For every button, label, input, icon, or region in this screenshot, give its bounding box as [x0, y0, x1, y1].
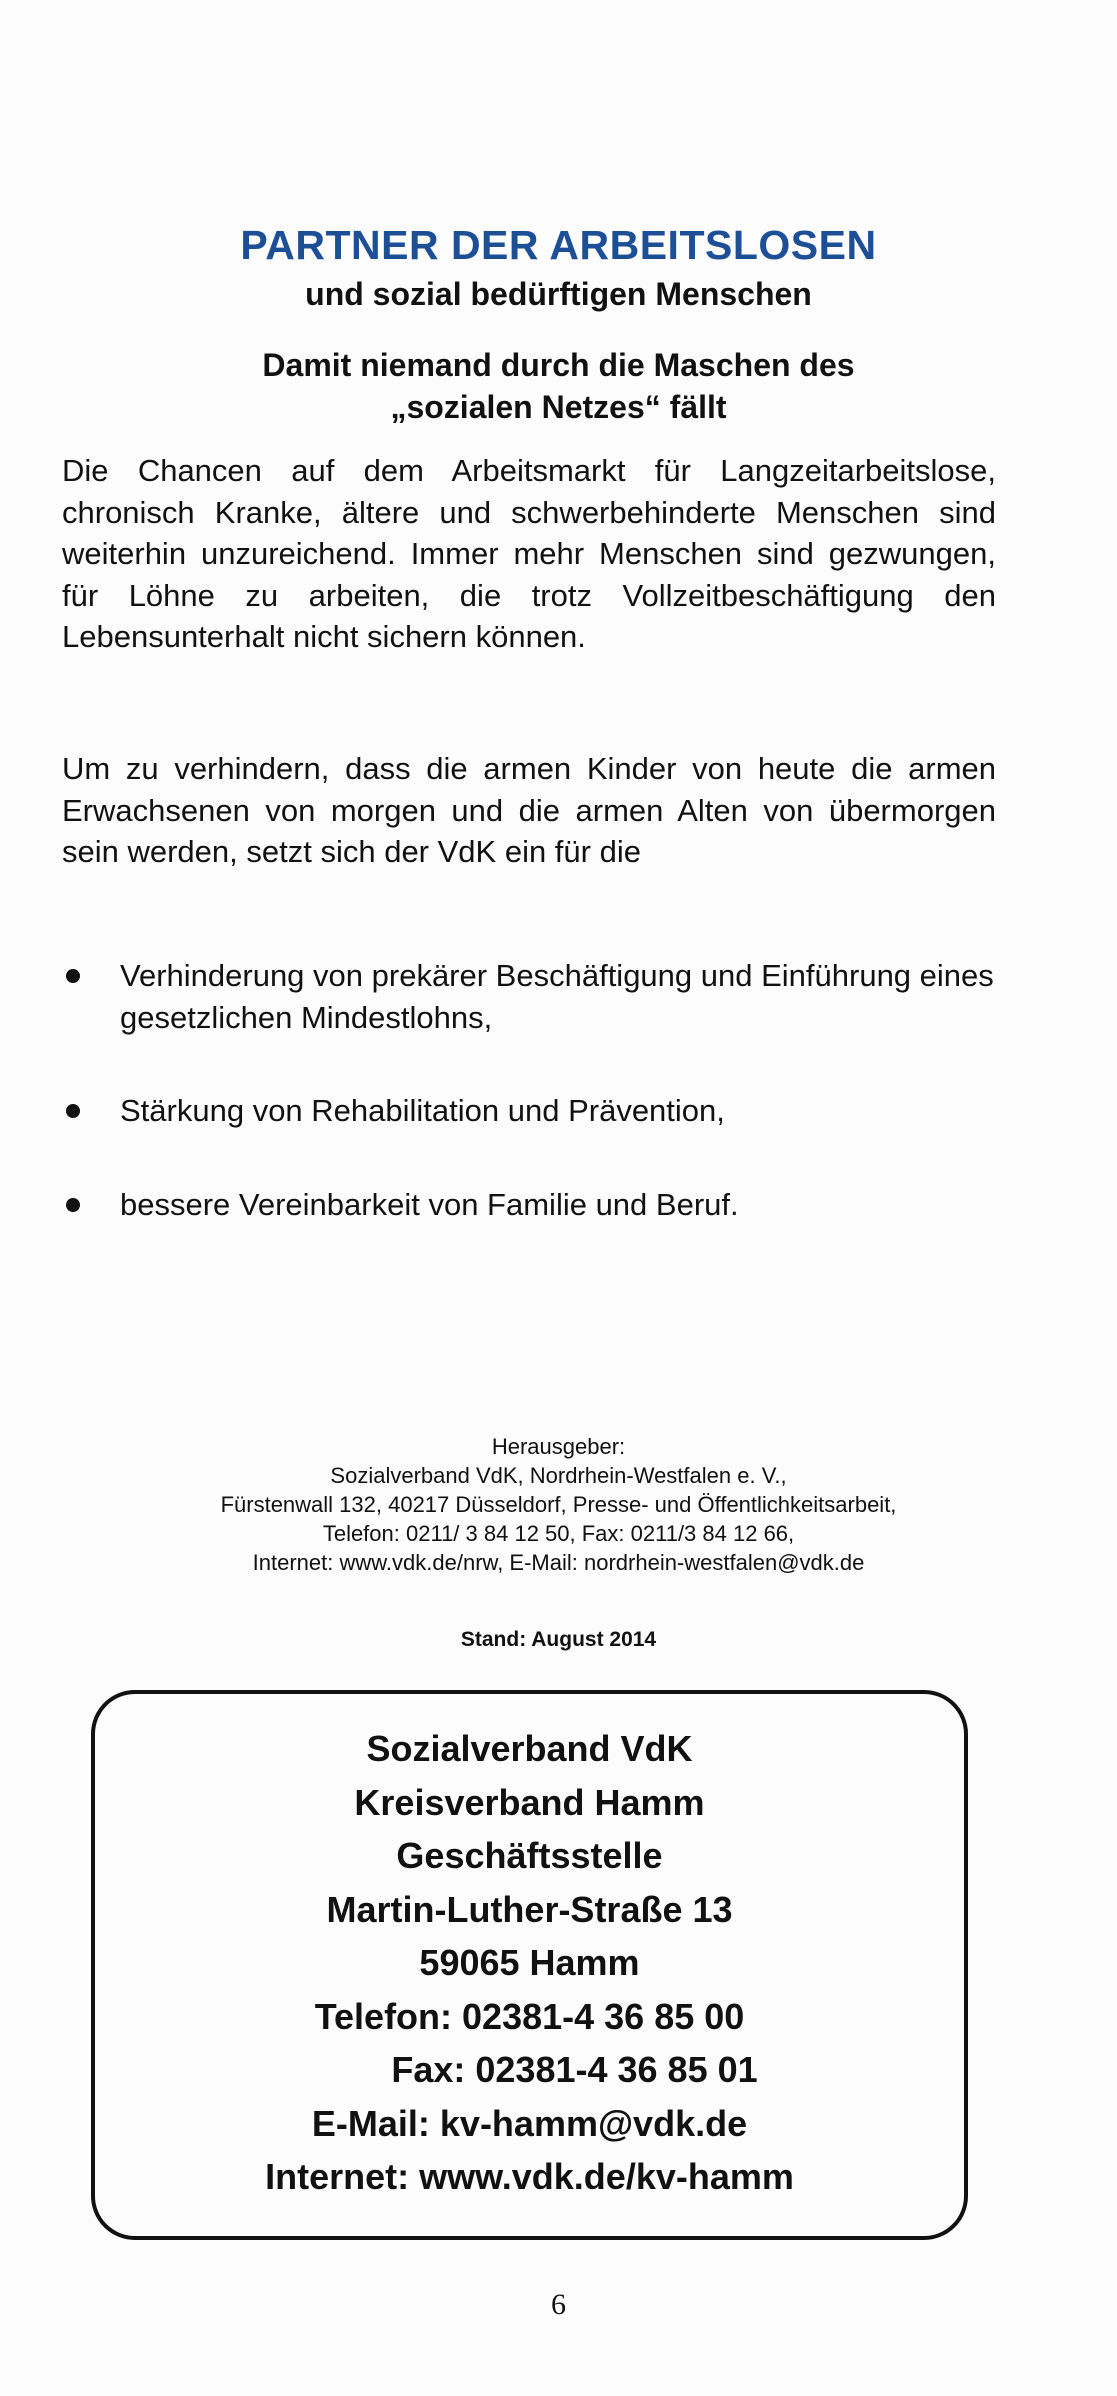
- publisher-line4: Internet: www.vdk.de/nrw, E-Mail: nordrhein-westfalen@vdk.de: [252, 1550, 865, 1575]
- contact-city: 59065 Hamm: [419, 1942, 640, 1983]
- page-subtitle: und sozial bedürftigen Menschen: [305, 276, 812, 312]
- contact-box: [91, 1690, 968, 2240]
- list-item: [62, 955, 996, 1038]
- contact-street: Martin-Luther-Straße 13: [326, 1888, 733, 1930]
- publisher-label: Herausgeber:: [491, 1434, 626, 1459]
- contact-fax: Fax: 02381-4 36 85 01: [391, 2049, 758, 2090]
- bullet-icon: [66, 1198, 80, 1212]
- publication-date: Stand: August 2014: [460, 1628, 657, 1651]
- list-item-text: bessere Vereinbarkeit von Familie und Beruf.: [120, 1186, 739, 1222]
- publisher-line2: Fürstenwall 132, 40217 Düsseldorf, Presse- und Öffentlichkeitsarbeit,: [220, 1492, 897, 1517]
- section-heading-line1: Damit niemand durch die Maschen des: [262, 347, 855, 383]
- section-heading: [0, 344, 1117, 428]
- contact-district: Kreisverband Hamm: [354, 1781, 705, 1823]
- contact-email: E-Mail: kv-hamm@vdk.de: [311, 2102, 748, 2144]
- contact-org: Sozialverband VdK: [366, 1728, 693, 1769]
- publisher-info: [0, 1432, 1117, 1577]
- section-heading-line2: „sozialen Netzes“ fällt: [390, 389, 727, 425]
- list-item: [62, 1090, 996, 1132]
- page-title: PARTNER DER ARBEITSLOSEN: [240, 222, 877, 268]
- bullet-icon: [66, 969, 80, 983]
- contact-phone: Telefon: 02381-4 36 85 00: [314, 1995, 745, 2037]
- bullet-icon: [66, 1104, 80, 1118]
- paragraph-2: Um zu verhindern, dass die armen Kinder von heute die armen Erwachsenen von morgen und die armen Alten von übermorgen sein werden, setzt sich der VdK ein für die: [62, 751, 996, 869]
- list-item-text: Stärkung von Rehabilitation und Prävention,: [120, 1093, 725, 1128]
- contact-office: Geschäftsstelle: [396, 1835, 663, 1876]
- contact-internet: Internet: www.vdk.de/kv-hamm: [265, 2156, 794, 2197]
- list-item: [62, 1184, 996, 1226]
- publisher-line3: Telefon: 0211/ 3 84 12 50, Fax: 0211/3 84 12 66,: [322, 1521, 795, 1546]
- contact-box-content: [95, 1722, 964, 2204]
- page-number: 6: [551, 2288, 566, 2321]
- publisher-line1: Sozialverband VdK, Nordrhein-Westfalen e. V.,: [330, 1463, 787, 1488]
- paragraph-1: Die Chancen auf dem Arbeitsmarkt für Langzeitarbeitslose, chronisch Kranke, ältere und schwerbehinderte Menschen sind weiterhin unzureichend. Immer mehr Menschen sind gezwungen, für Löhne zu arbeiten, die trotz Vollzeitbeschäftigung den Lebensunterhalt nicht sichern können.: [62, 453, 996, 654]
- list-item-text: Verhinderung von prekärer Beschäftigung und Einführung eines gesetzlichen Mindestlohns,: [120, 958, 994, 1035]
- demands-list: [62, 955, 996, 1225]
